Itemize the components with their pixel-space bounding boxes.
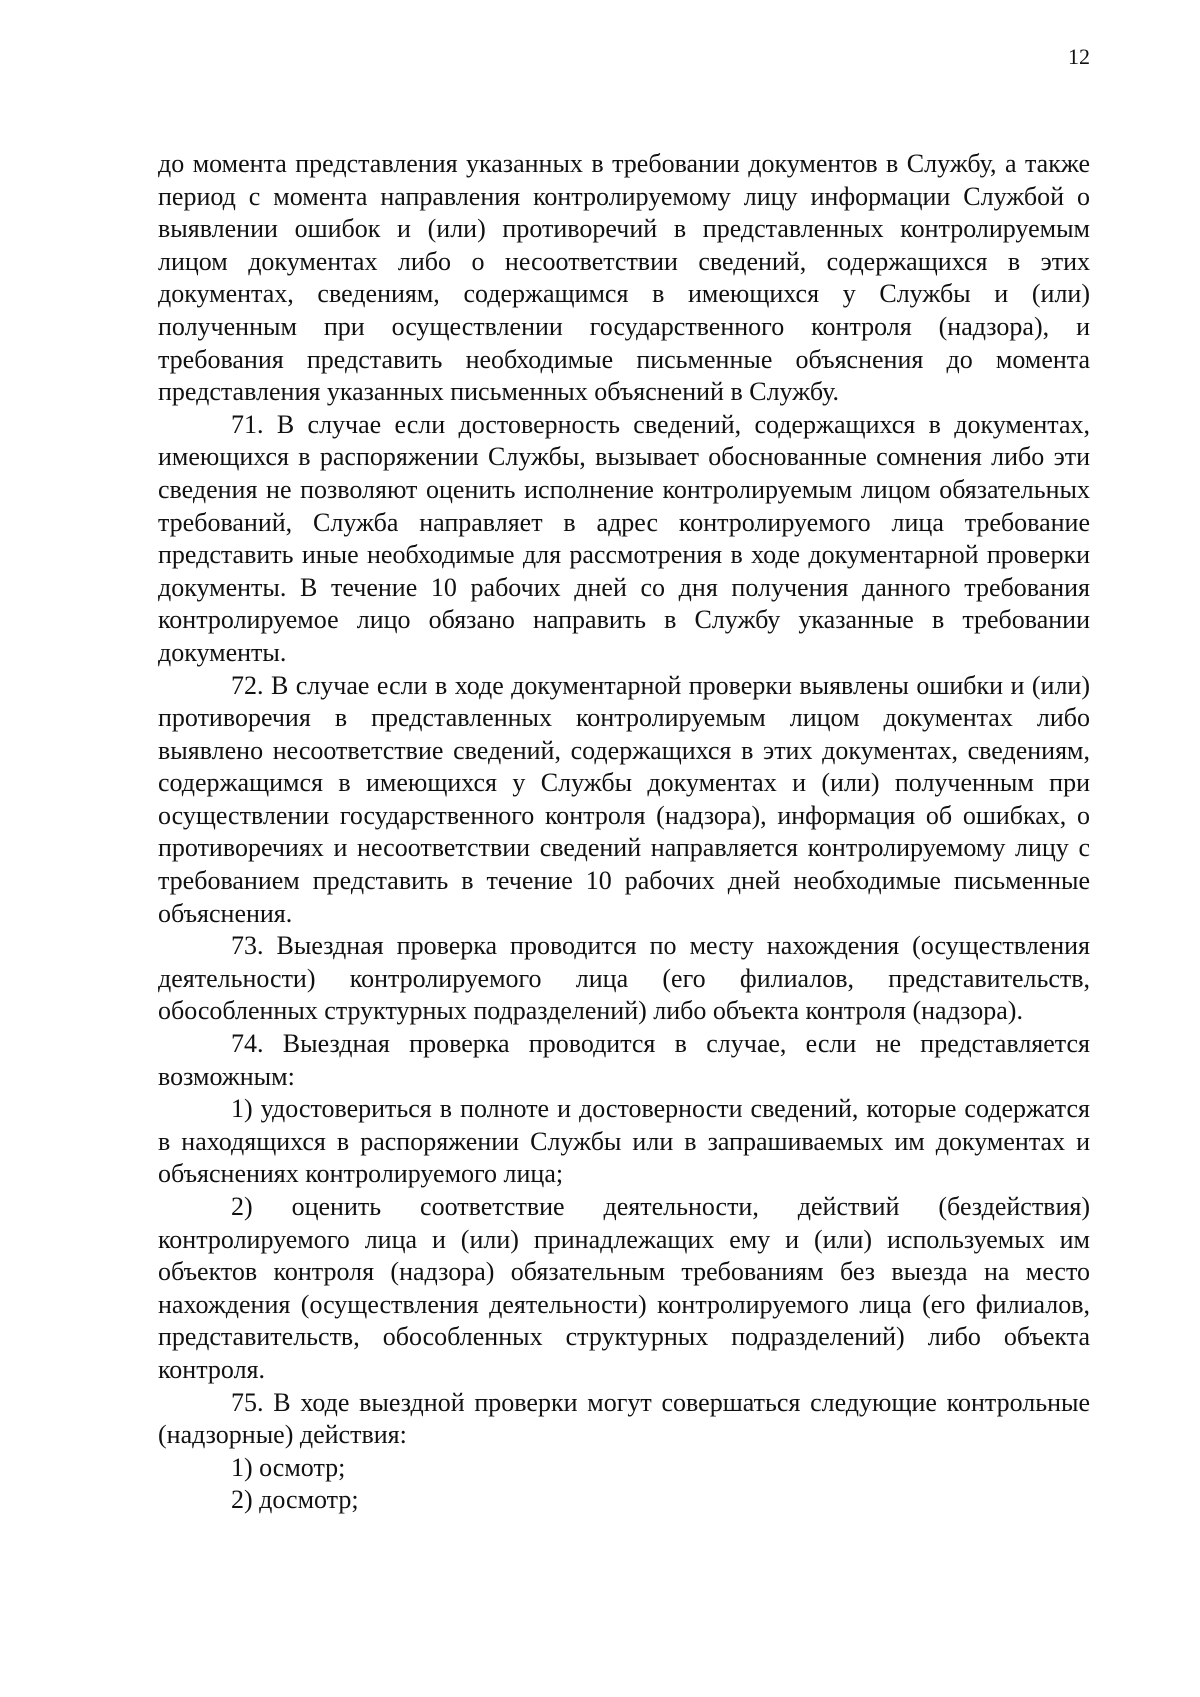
paragraph-continuation: до момента представления указанных в требовании документов в Службу, а также период с момента направления контролируемому лицу информации Службой о выявлении ошибок и (или) противоречий в представленных контролируемым лицом документах либо о несоответствии сведений, содержащихся в этих документах, сведениям, содержащимся в имеющихся у Службы и (или) полученным при осуществлении государственного контроля (надзора), и требования представить необходимые письменные объяснения до момента представления указанных письменных объяснений в Службу. — [158, 149, 1090, 407]
paragraph-74-item-2: 2) оценить соответствие деятельности, действий (бездействия) контролируемого лица и (или) принадлежащих ему и (или) используемых им объектов контроля (надзора) обязательным требованиям без выезда на место нахождения (осуществления деятельности) контролируемого лица (его филиалов, представительств, обособленных структурных подразделений) либо объекта контроля. — [158, 1192, 1090, 1384]
paragraph-71: 71. В случае если достоверность сведений, содержащихся в документах, имеющихся в распоряжении Службы, вызывает обоснованные сомнения либо эти сведения не позволяют оценить исполнение контролируемым лицом обязательных требований, Служба направляет в адрес контролируемого лица требование представить иные необходимые для рассмотрения в ходе документарной проверки документы. В течение 10 рабочих дней со дня получения данного требования контролируемое лицо обязано направить в Службу указанные в требовании документы. — [158, 409, 1090, 667]
document-body — [158, 148, 1090, 1517]
paragraph-74: 74. Выездная проверка проводится в случае, если не представляется возможным: — [158, 1029, 1090, 1091]
paragraph-75-item-2: 2) досмотр; — [231, 1485, 359, 1515]
page-number: 12 — [1068, 44, 1090, 69]
paragraph-72: 72. В случае если в ходе документарной проверки выявлены ошибки и (или) противоречия в представленных контролируемым лицом документах либо выявлено несоответствие сведений, содержащихся в этих документах, сведениям, содержащимся в имеющихся у Службы документах и (или) полученным при осуществлении государственного контроля (надзора), информация об ошибках, о противоречиях и несоответствии сведений направляется контролируемому лицу с требованием представить в течение 10 рабочих дней необходимые письменные объяснения. — [158, 670, 1090, 928]
paragraph-75: 75. В ходе выездной проверки могут совершаться следующие контрольные (надзорные) действия: — [158, 1387, 1090, 1450]
paragraph-74-item-1: 1) удостовериться в полноте и достоверности сведений, которые содержатся в находящихся в распоряжении Службы или в запрашиваемых им документах и объяснениях контролируемого лица; — [158, 1094, 1090, 1189]
paragraph-75-item-1: 1) осмотр; — [231, 1452, 346, 1482]
paragraph-73: 73. Выездная проверка проводится по месту нахождения (осуществления деятельности) контролируемого лица (его филиалов, представительств, обособленных структурных подразделений) либо объекта контроля (надзора). — [158, 931, 1090, 1026]
